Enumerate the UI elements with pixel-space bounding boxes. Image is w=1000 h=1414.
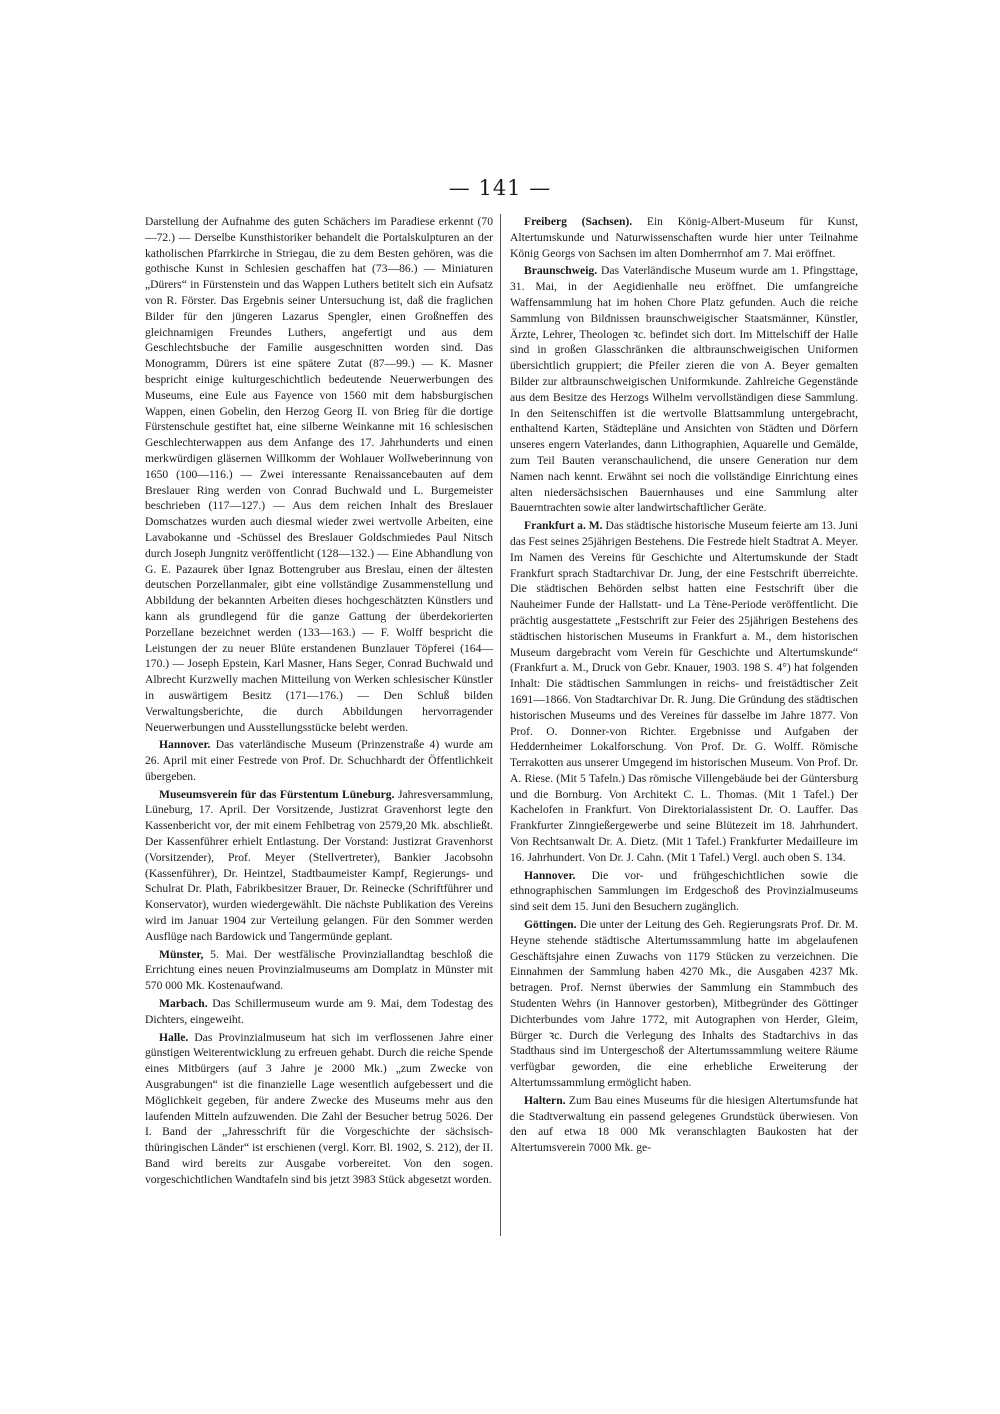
entry-place: Halle. <box>159 1030 189 1044</box>
left-column <box>145 214 493 1190</box>
entry-text: Zum Bau eines Museums für die hiesigen Altertumsfunde hat die Stadtverwaltung ein passend gelegenes Grundstück überwiesen. Von den auf etwa 18 000 Mk veranschlagten Baukosten hat der Altertumsverein 7000 Mk. ge- <box>510 1093 858 1155</box>
entry-place: Haltern. <box>524 1093 566 1107</box>
entry-text: Die unter der Leitung des Geh. Regierungsrats Prof. Dr. M. Heyne stehende städtische Altertumssammlung hatte im abgelaufenen Geschäftsjahre einen Zuwachs von 1179 Stücken zu verzeichnen. Die Einnahmen der Sammlung haben 4270 Mk., die Ausgaben 4237 Mk. betragen. Prof. Nernst überwies der Sammlung ein Stammbuch des Studenten Wehrs (in Hannover gestorben), Mitbegründer des Göttinger Dichterbundes vom Jahre 1772, mit Autographen von Herder, Gleim, Bürger ꝛc. Durch die Verlegung des Inhalts des Stadtarchivs in das Stadthaus sind im Untergeschoß der Altertumssammlung weitere Räume verfügbar geworden, die eine erhebliche Erweiterung der Altertumssammlung ermöglicht haben. <box>510 918 858 1090</box>
entry-paragraph <box>145 1030 493 1188</box>
entry-text: 5. Mai. Der westfälische Provinziallandtag beschloß die Errichtung eines neuen Provinzialmuseums am Domplatz in Münster mit 570 000 Mk. Kostenaufwand. <box>145 947 493 993</box>
entry-paragraph <box>145 214 493 735</box>
entry-place: Frankfurt a. M. <box>524 519 603 533</box>
entry-text: Das vaterländische Museum (Prinzenstraße 4) wurde am 26. April mit einer Festrede von Prof. Dr. Schuchhardt der Öffentlichkeit übergeben. <box>145 738 493 783</box>
entry-paragraph <box>510 518 858 866</box>
entry-place: Hannover. <box>524 868 576 882</box>
entry-paragraph <box>510 214 858 261</box>
entry-text: Jahresversammlung, Lüneburg, 17. April. Der Vorsitzende, Justizrat Gravenhorst legte den Kassenbericht vor, der mit einem Fehlbetrag von 2579,20 Mk. abschließt. Der Kassenführer erhielt Entlastung. Der Vorstand: Justizrat Gravenhorst (Vorsitzender), Prof. Meyer (Stellvertreter), Bankier Jacobsohn (Kassenführer), Dr. Heintzel, Stadtbaumeister Kampf, Regierungs- und Schulrat Dr. Plath, Fabrikbesitzer Brauer, Dr. Reinecke (Schriftführer und Konservator), wurden wiedergewählt. Die nächste Publikation des Vereins wird im Januar 1904 zur Verteilung gelangen. Für den Sommer werden Ausflüge nach Bardowick und Tangermünde geplant. <box>145 787 493 943</box>
entry-paragraph <box>510 868 858 915</box>
entry-text: Das Vaterländische Museum wurde am 1. Pfingsttage, 31. Mai, in der Aegidienhalle neu eröffnet. Die umfangreiche Waffensammlung hat im hohen Chore Platz gefunden. Auch die reiche Sammlung von Bildnissen braunschweigischer Staatsmänner, Künstler, Ärzte, Lehrer, Theologen ꝛc. befindet sich dort. Im Mittelschiff der Halle sind in großen Glasschränken die altbraunschweigischen Uniformen übersichtlich gruppiert; die Pfeiler zieren die von A. Beyer gemalten Bilder zur altbraunschweigischen Uniformkunde. Zahlreiche Gegenstände aus dem Besitze des Herzogs Wilhelm vervollständigen diese Sammlung. In den Seitenschiffen ist die wertvolle Blattsammlung untergebracht, enthaltend Karten, Städtepläne und Ansichten von Städten und Dörfern unseres engern Vaterlandes, dann Lithographien, Aquarelle und Gemälde, zum Teil Bauten veranschaulichend, die unsere Generation nur dem Namen nach kennt. Erwähnt sei noch die vollständige Einrichtung eines alten niedersächsischen Bauernhauses und eine Sammlung alter Bauerntrachten sowie alter landwirtschaftlicher Geräte. <box>510 264 858 515</box>
entry-place: Marbach. <box>159 997 208 1011</box>
entry-paragraph <box>145 996 493 1028</box>
entry-place: Göttingen. <box>524 918 577 932</box>
entry-text: Die vor- und frühgeschichtlichen sowie die ethnographischen Sammlungen im Erdgeschoß des Provinzialmuseums sind seit dem 15. Juni den Besuchern zugänglich. <box>510 868 858 914</box>
entry-paragraph <box>145 737 493 784</box>
entry-text: Ein König-Albert-Museum für Kunst, Altertumskunde und Naturwissenschaften wurde hier unter Teilnahme König Georgs von Sachsen im alten Domherrnhof am 7. Mai eröffnet. <box>510 215 858 260</box>
entry-place: Hannover. <box>159 738 211 752</box>
entry-paragraph <box>510 263 858 516</box>
entry-place: Braunschweig. <box>524 264 598 278</box>
entry-place: Freiberg (Sachsen). <box>524 215 633 228</box>
entry-place: Museumsverein für das Fürstentum Lüneburg. <box>159 787 395 801</box>
right-column <box>510 214 858 1158</box>
entry-text: Das städtische historische Museum feierte am 13. Juni das Fest seines 25jährigen Bestehens. Die Festrede hielt Stadtrat A. Meyer. Im Namen des Vereins für Geschichte und Altertumskunde der Stadt Frankfurt sprach Stadtarchivar Dr. Jung, der eine Festschrift überreichte. Die städtischen Behörden selbst hatten eine Festschrift über die Nauheimer Funde der Hallstatt- und La Tène-Periode veröffentlicht. Die prächtig ausgestattete „Festschrift zur Feier des 25jährigen Bestehens des städtischen historischen Museums in Frankfurt a. M., dem historischen Museum dargebracht vom Verein für Geschichte und Altertumskunde“ (Frankfurt a. M., Druck von Gebr. Knauer, 1903. 198 S. 4°) hat folgenden Inhalt: Die städtischen Sammlungen in reichs- und freistädtischer Zeit 1691—1866. Von Stadtarchivar Dr. R. Jung. Die Gründung des städtischen historischen Museums und des Vereines für dasselbe im Jahre 1877. Von Prof. O. Donner-von Richter. Ergebnisse und Aufgaben der Heddernheimer Lokalforschung. Von Prof. Dr. G. Wolff. Römische Terrakotten aus unserer Umgegend im historischen Museum. Von Prof. Dr. A. Riese. (Mit 5 Tafeln.) Das römische Villengebäude bei der Güntersburg und die Bornburg. Von Architekt C. L. Thomas. (Mit 1 Tafel.) Der Kachelofen in Frankfurt. Von Direktorialassistent Dr. O. Lauffer. Das Frankfurter Zinngießergewerbe und seine Blütezeit im 18. Jahrhundert. Von Rechtsanwalt Dr. A. Dietz. (Mit 1 Tafel.) Frankfurter Medailleure im 16. Jahrhundert. Von Dr. J. Cahn. (Mit 1 Tafel.) Vergl. auch oben S. 134. <box>510 519 858 864</box>
entry-text: Darstellung der Aufnahme des guten Schächers im Paradiese erkennt (70—72.) — Derselbe Kunsthistoriker behandelt die Portalskulpturen an der katholischen Pfarrkirche in Striegau, die zu dem Besten gehören, was die gothische Kunst in Schlesien geschaffen hat (73—86.) — Miniaturen „Dürers“ in Fürstenstein und das Wappen Luthers betitelt sich ein Aufsatz von R. Förster. Das Ergebnis seiner Untersuchung ist, daß die fraglichen Bilder für den jüngeren Lazarus Spengler, einen Großneffen des gleichnamigen Freundes Luthers, angefertigt und aus dem Geschlechtsbuche der Familie ausgeschnitten worden sind. Das Monogramm, Dürers ist eine spätere Zutat (87—99.) — K. Masner bespricht einige kulturgeschichtlich bedeutende Neuerwerbungen des Museums, eine Eule aus Fayence von 1560 mit dem habsburgischen Wappen, einen Gobelin, den Herzog Georg II. von Brieg für die dortige Fürstenschule gestiftet hat, eine silberne Weinkanne mit 16 schlesischen Geschlechterwappen aus dem Anfange des 17. Jahrhunderts und einen merkwürdigen gläsernen Willkomm der Wohlauer Wollweberinnung von 1650 (100—116.) — Zwei interessante Renaissancebauten auf dem Breslauer Ring werden von Conrad Buchwald und L. Burgemeister beschrieben (117—127.) — Aus dem reichen Inhalt des Breslauer Domschatzes wurden auch diesmal wieder zwei wertvolle Arbeiten, eine Lavabokanne und -Schüssel des Breslauer Goldschmiedes Paul Nitsch durch Joseph Jungnitz veröffentlicht (128—132.) — Eine Abhandlung von G. E. Pazaurek über Ignaz Bottengruber aus Breslau, einen der ältesten deutschen Porzellanmaler, gibt eine vollständige Zusammenstellung und Abbildung der bekannten Arbeiten dieses hochgeschätzten Künstlers und kann als grundlegend für die ganze Gattung der überdekorierten Porzellane bezeichnet werden (133—163.) — F. Wolff bespricht die Leistungen der zu neuer Blüte erstandenen Bunzlauer Töpferei (164—170.) — Joseph Epstein, Karl Masner, Hans Seger, Conrad Buchwald und Albrecht Kurzwelly machen Mitteilung von Werken schlesischer Künstler in auswärtigem Besitz (171—176.) — Den Schluß bilden Verwaltungsberichte, die durch Abbildungen hervorragender Neuerwerbungen und Ausstellungsstücke belebt werden. <box>145 215 493 734</box>
entry-paragraph <box>510 1093 858 1156</box>
entry-text: Das Schillermuseum wurde am 9. Mai, dem Todestag des Dichters, eingeweiht. <box>145 997 493 1026</box>
entry-paragraph <box>510 917 858 1091</box>
entry-paragraph <box>145 787 493 945</box>
entry-paragraph <box>145 947 493 994</box>
entry-place: Münster, <box>159 947 204 961</box>
entry-text: Das Provinzialmuseum hat sich im verflossenen Jahre einer günstigen Weiterentwicklung zu erfreuen gehabt. Durch die reiche Spende eines Mitbürgers (auf 3 Jahre je 2000 Mk.) „zum Zwecke von Ausgrabungen“ ist die finanzielle Lage wesentlich aufgebessert und die Möglichkeit gegeben, für andere Zwecke des Museums mehr aus den laufenden Mitteln aufzuwenden. Die Zahl der Besucher betrug 5026. Der I. Band der „Jahresschrift für die Vorgeschichte der sächsisch-thüringischen Länder“ ist erschienen (vergl. Korr. Bl. 1902, S. 212), der II. Band wird bereits zur Ausgabe vorbereitet. Von den sogen. vorgeschichtlichen Wandtafeln sind bis jetzt 3983 Stück abgesetzt worden. <box>145 1030 493 1186</box>
column-divider <box>500 214 501 1236</box>
page-number: — 141 — <box>448 176 552 200</box>
